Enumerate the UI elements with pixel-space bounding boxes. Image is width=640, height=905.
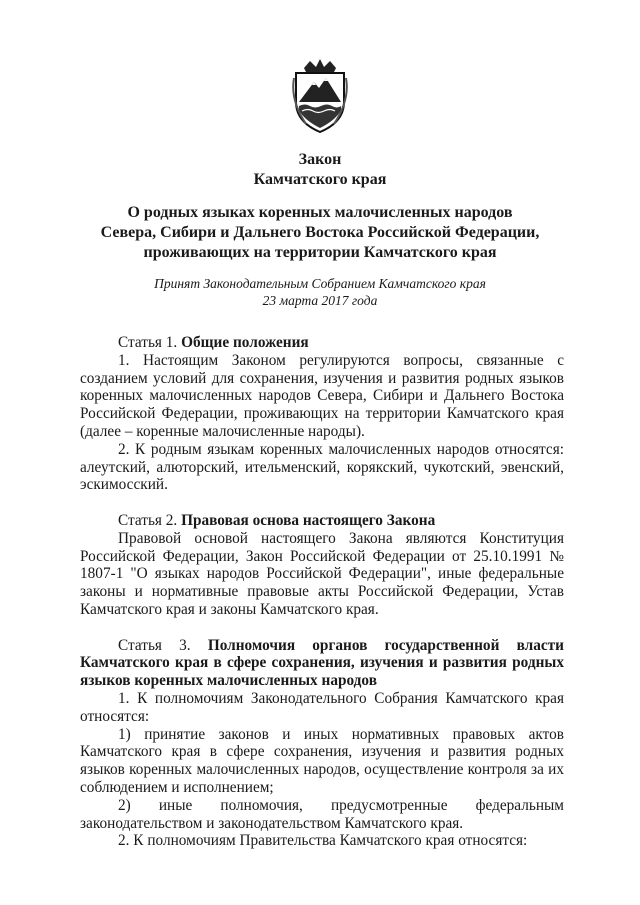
doc-type: Закон	[298, 151, 342, 168]
article-1-paragraph: 2. К родным языкам коренных малочисленных народов относятся: алеутский, алюторский, ительменский, корякский, чукотский, эвенский, эскимосский.	[80, 440, 564, 494]
adoption-date: 23 марта 2017 года	[262, 293, 378, 308]
article-3-paragraph: 1. К полномочиям Законодательного Собрания Камчатского края относятся:	[80, 689, 564, 725]
article-3-heading	[80, 637, 564, 690]
article-1-paragraph: 1. Настоящим Законом регулируются вопросы, связанные с созданием условий для сохранения, изучения и развития родных языков коренных малочисленных народов Севера, Сибири и Дальнего Востока Российской Федерации, проживающих на территории Камчатского края (далее – коренные малочисленные народы).	[80, 351, 564, 440]
article-label: Статья 2.	[118, 511, 178, 529]
article-label: Статья 1.	[118, 334, 178, 351]
article-3-paragraph: 1) принятие законов и иных нормативных правовых актов Камчатского края в сфере сохранения, изучения и развития родных языков коренных малочисленных народов, осуществление контроля за их соблюдением и исполнением;	[80, 725, 564, 796]
article-1-heading	[80, 334, 564, 352]
title-line: проживающих на территории Камчатского края	[143, 244, 497, 261]
article-label: Статья 3.	[118, 636, 191, 654]
adoption-body: Принят Законодательным Собранием Камчатского края	[154, 276, 486, 291]
title-line: Севера, Сибири и Дальнего Востока Российской Федерации,	[100, 224, 540, 241]
article-3-paragraph: 2) иные полномочия, предусмотренные федеральным законодательством и законодательством Камчатского края.	[80, 796, 564, 832]
article-2-paragraph: Правовой основой настоящего Закона являются Конституция Российской Федерации, Закон Российской Федерации от 25.10.1991 № 1807-1 "О языках народов Российской Федерации", иные федеральные законы и нормативные правовые акты Российской Федерации, Устав Камчатского края и законы Камчатского края.	[80, 529, 564, 618]
coat-of-arms-emblem	[290, 58, 350, 134]
region-name: Камчатского края	[253, 171, 387, 188]
adoption-note	[60, 275, 580, 309]
article-2-heading	[80, 512, 564, 530]
title-line: О родных языках коренных малочисленных народов	[127, 204, 513, 221]
law-body	[80, 334, 564, 850]
article-3-paragraph: 2. К полномочиям Правительства Камчатского края относятся:	[118, 832, 528, 850]
article-title: Правовая основа настоящего Закона	[181, 511, 436, 529]
law-title	[60, 203, 580, 263]
law-heading	[0, 150, 640, 190]
article-title: Полномочия органов государственной власти Камчатского края в сфере сохранения, изучения и развития родных языков коренных малочисленных народов	[80, 636, 564, 690]
article-title: Общие положения	[181, 334, 309, 351]
